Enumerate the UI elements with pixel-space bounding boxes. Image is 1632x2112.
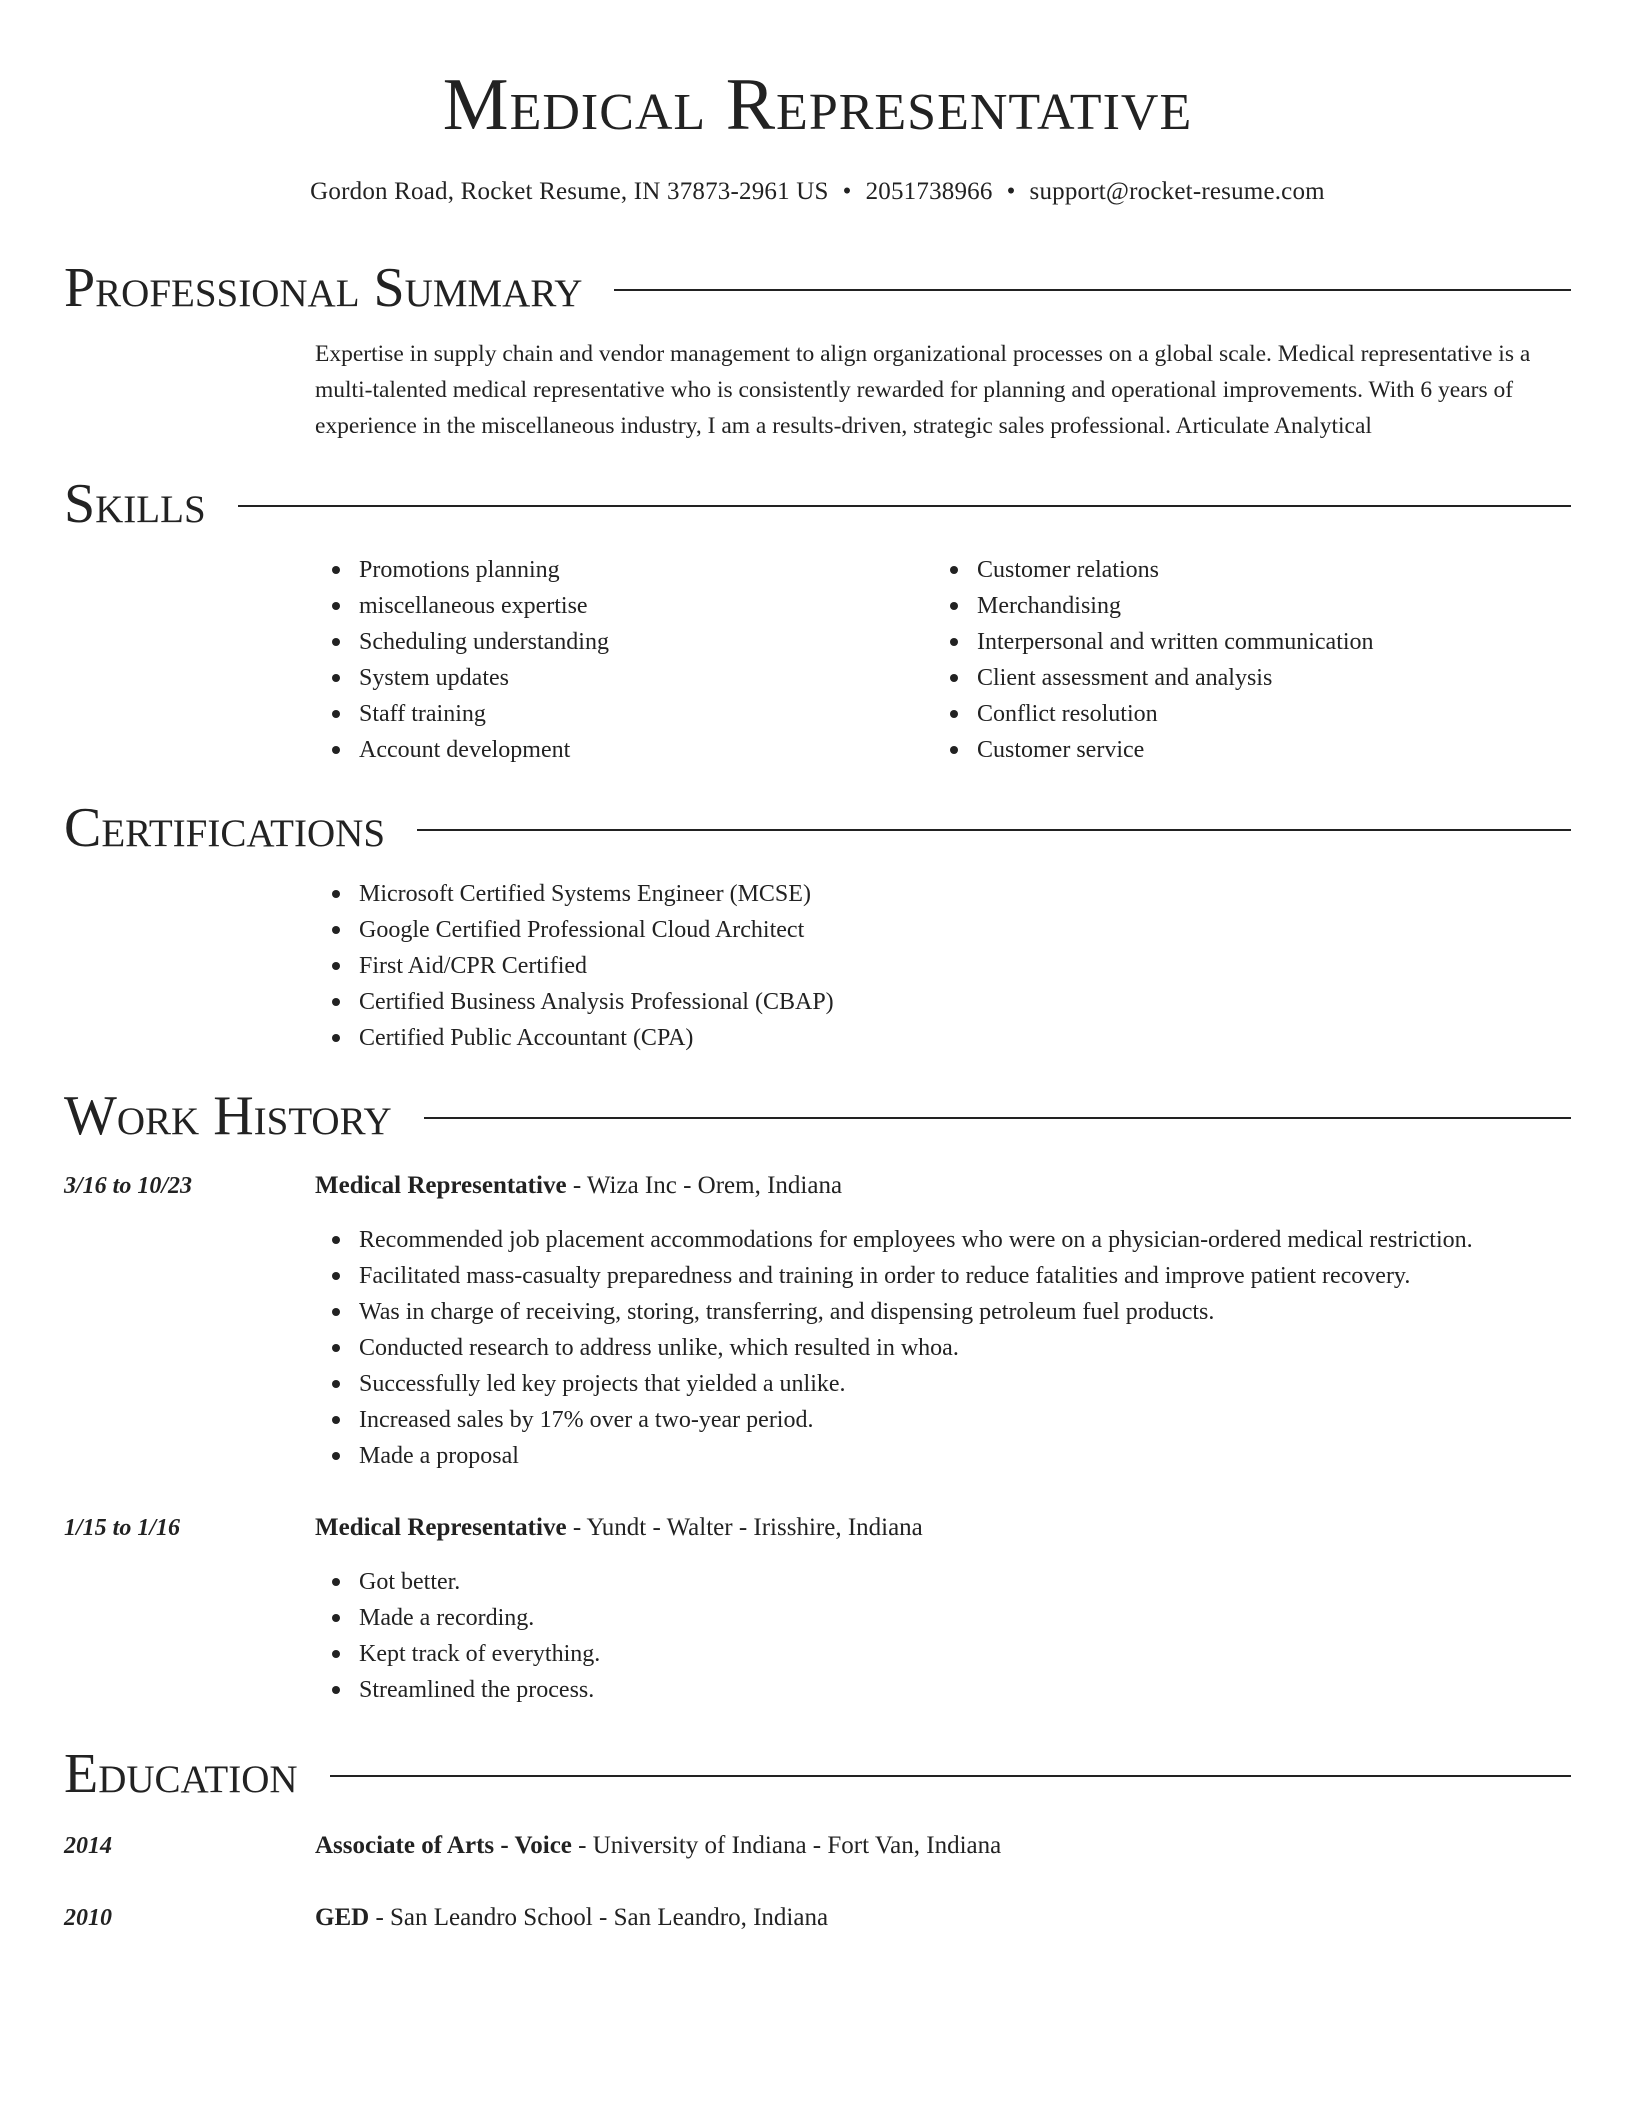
list-item xyxy=(359,1438,1571,1474)
skill-text: Scheduling understanding xyxy=(359,629,609,655)
job-bullet-text: Made a proposal xyxy=(359,1443,519,1469)
list-item xyxy=(359,1564,1571,1600)
job-detail xyxy=(315,1168,1571,1474)
section-divider xyxy=(238,505,1571,507)
list-item xyxy=(359,1258,1571,1294)
section-title-certifications: Certifications xyxy=(64,797,386,859)
phone-text: 2051738966 xyxy=(865,178,993,205)
job-heading xyxy=(315,1510,1571,1546)
list-item xyxy=(359,876,1571,912)
certification-text: Google Certified Professional Cloud Architect xyxy=(359,917,805,943)
job-detail xyxy=(315,1510,1571,1708)
list-item xyxy=(977,624,1551,660)
summary-text: Expertise in supply chain and vendor management to align organizational processes on a global scale. Medical representative is a multi-talented medical representative who is consistently rewarded for planning and operational improvements. With 6 years of experience in the miscellaneous industry, I am a results-driven, strategic sales professional. Articulate Analytical xyxy=(315,341,1531,439)
education-heading xyxy=(315,1828,1001,1864)
job-employer: - Yundt - Walter - Irisshire, Indiana xyxy=(566,1514,923,1541)
job-bullet-text: Streamlined the process. xyxy=(359,1677,595,1703)
job-bullet-text: Facilitated mass-casualty preparedness and training in order to reduce fatalities and improve patient recovery. xyxy=(359,1263,1411,1289)
bullet-icon xyxy=(332,710,340,718)
skill-text: Interpersonal and written communication xyxy=(977,629,1374,655)
job-bullets xyxy=(315,1564,1571,1708)
bullet-icon xyxy=(332,746,340,754)
separator-dot: • xyxy=(1006,178,1016,205)
education-heading xyxy=(315,1900,828,1936)
bullet-icon xyxy=(950,638,958,646)
list-item xyxy=(359,1636,1571,1672)
education-entry xyxy=(64,1828,1571,1864)
list-item xyxy=(977,660,1551,696)
list-item xyxy=(359,984,1571,1020)
skill-text: miscellaneous expertise xyxy=(359,593,588,619)
list-item xyxy=(359,1672,1571,1708)
bullet-icon xyxy=(332,998,340,1006)
list-item xyxy=(359,624,933,660)
list-item xyxy=(359,732,933,768)
work-section-header xyxy=(64,1084,1571,1148)
bullet-icon xyxy=(950,566,958,574)
list-item xyxy=(359,696,933,732)
job-role: Medical Representative xyxy=(315,1514,567,1541)
job-bullet-text: Increased sales by 17% over a two-year period. xyxy=(359,1407,814,1433)
bullet-icon xyxy=(950,674,958,682)
list-item xyxy=(359,912,1571,948)
skill-text: Promotions planning xyxy=(359,557,560,583)
job-entry xyxy=(64,1510,1571,1708)
certifications-section-header xyxy=(64,796,1571,860)
job-bullet-text: Successfully led key projects that yielded a unlike. xyxy=(359,1371,846,1397)
job-bullet-text: Made a recording. xyxy=(359,1605,535,1631)
skill-text: Staff training xyxy=(359,701,486,727)
list-item xyxy=(977,588,1551,624)
skill-text: Merchandising xyxy=(977,593,1121,619)
bullet-icon xyxy=(332,1236,340,1244)
skill-text: System updates xyxy=(359,665,509,691)
bullet-icon xyxy=(332,1344,340,1352)
skill-text: Account development xyxy=(359,737,571,763)
bullet-icon xyxy=(332,1686,340,1694)
bullet-icon xyxy=(950,602,958,610)
list-item xyxy=(977,552,1551,588)
section-title-skills: Skills xyxy=(64,473,206,535)
bullet-icon xyxy=(332,566,340,574)
list-item xyxy=(977,696,1551,732)
address-text: Gordon Road, Rocket Resume, IN 37873-2961 US xyxy=(310,178,829,205)
section-title-summary: Professional Summary xyxy=(64,257,583,319)
bullet-icon xyxy=(332,1034,340,1042)
bullet-icon xyxy=(332,638,340,646)
summary-section-header xyxy=(64,256,1571,320)
education-year: 2010 xyxy=(64,1905,112,1931)
section-divider xyxy=(614,289,1571,291)
bullet-icon xyxy=(332,1272,340,1280)
section-divider xyxy=(424,1117,1571,1119)
bullet-icon xyxy=(332,1416,340,1424)
job-role: Medical Representative xyxy=(315,1172,567,1199)
list-item xyxy=(359,1020,1571,1056)
email-text: support@rocket-resume.com xyxy=(1029,178,1325,205)
skills-section-header xyxy=(64,472,1571,536)
list-item xyxy=(359,1294,1571,1330)
education-section-header xyxy=(64,1742,1571,1806)
list-item xyxy=(359,948,1571,984)
separator-dot: • xyxy=(842,178,852,205)
job-bullet-text: Got better. xyxy=(359,1569,461,1595)
bullet-icon xyxy=(950,746,958,754)
education-entry xyxy=(64,1900,1571,1936)
bullet-icon xyxy=(332,1578,340,1586)
skill-text: Customer relations xyxy=(977,557,1159,583)
certification-text: First Aid/CPR Certified xyxy=(359,953,588,979)
bullet-icon xyxy=(332,926,340,934)
job-entry xyxy=(64,1168,1571,1474)
list-item xyxy=(359,1600,1571,1636)
job-bullet-text: Kept track of everything. xyxy=(359,1641,601,1667)
list-item xyxy=(977,732,1551,768)
section-divider xyxy=(330,1775,1571,1777)
certification-text: Certified Public Accountant (CPA) xyxy=(359,1025,694,1051)
skill-text: Client assessment and analysis xyxy=(977,665,1273,691)
education-year: 2014 xyxy=(64,1833,112,1859)
bullet-icon xyxy=(332,1308,340,1316)
resume-page xyxy=(64,0,1571,1936)
education-degree: GED xyxy=(315,1904,370,1931)
bullet-icon xyxy=(332,1452,340,1460)
education-degree: Associate of Arts - Voice xyxy=(315,1832,572,1859)
job-dates: 3/16 to 10/23 xyxy=(64,1173,193,1199)
section-title-education: Education xyxy=(64,1743,298,1805)
bullet-icon xyxy=(332,962,340,970)
list-item xyxy=(359,1402,1571,1438)
certification-text: Certified Business Analysis Professional (CBAP) xyxy=(359,989,834,1015)
job-bullet-text: Recommended job placement accommodations for employees who were on a physician-ordered medical restriction. xyxy=(359,1227,1473,1253)
certifications-items xyxy=(315,876,1571,1056)
list-item xyxy=(359,660,933,696)
list-item xyxy=(359,1330,1571,1366)
bullet-icon xyxy=(332,890,340,898)
list-item xyxy=(359,1366,1571,1402)
list-item xyxy=(359,1222,1571,1258)
section-divider xyxy=(417,829,1571,831)
job-employer: - Wiza Inc - Orem, Indiana xyxy=(566,1172,843,1199)
bullet-icon xyxy=(950,710,958,718)
bullet-icon xyxy=(332,674,340,682)
bullet-icon xyxy=(332,602,340,610)
job-bullets xyxy=(315,1222,1571,1474)
list-item xyxy=(359,552,933,588)
bullet-icon xyxy=(332,1380,340,1388)
skills-column-right xyxy=(933,552,1551,768)
certifications-list xyxy=(315,876,1571,1056)
contact-line xyxy=(64,176,1571,208)
skills-column-left xyxy=(315,552,933,768)
section-title-work: Work History xyxy=(64,1085,392,1147)
bullet-icon xyxy=(332,1650,340,1658)
education-school: - San Leandro School - San Leandro, Indiana xyxy=(369,1904,829,1931)
certification-text: Microsoft Certified Systems Engineer (MCSE) xyxy=(359,881,811,907)
skill-text: Customer service xyxy=(977,737,1145,763)
skills-list xyxy=(315,552,1571,768)
job-bullet-text: Was in charge of receiving, storing, transferring, and dispensing petroleum fuel products. xyxy=(359,1299,1215,1325)
education-school: - University of Indiana - Fort Van, Indiana xyxy=(571,1832,1002,1859)
skill-text: Conflict resolution xyxy=(977,701,1158,727)
bullet-icon xyxy=(332,1614,340,1622)
job-heading xyxy=(315,1168,1571,1204)
page-title: Medical Representative xyxy=(442,64,1193,146)
list-item xyxy=(359,588,933,624)
job-bullet-text: Conducted research to address unlike, which resulted in whoa. xyxy=(359,1335,959,1361)
job-dates: 1/15 to 1/16 xyxy=(64,1515,181,1541)
